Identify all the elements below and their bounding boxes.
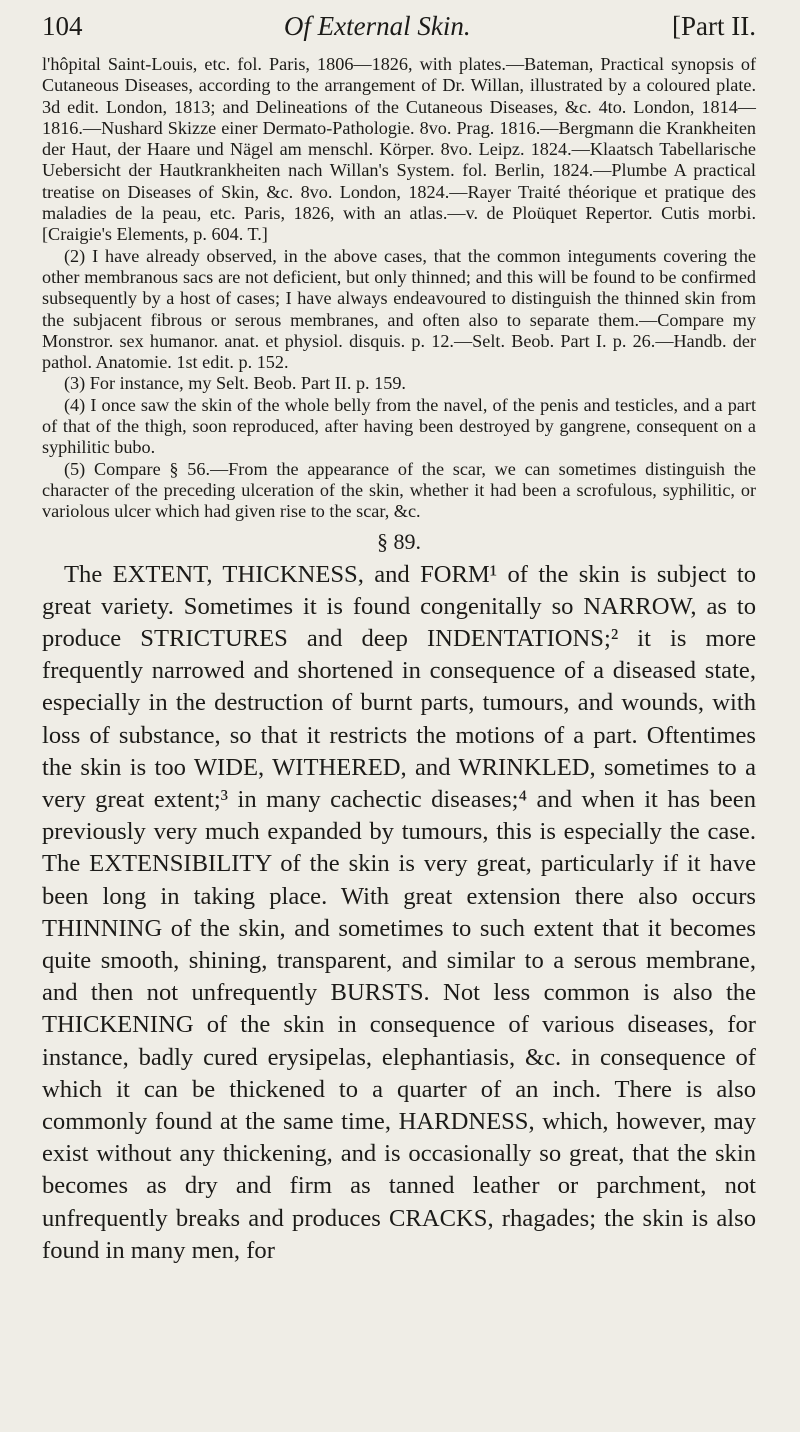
running-head [42, 0, 756, 40]
footnote-continuation: l'hôpital Saint-Louis, etc. fol. Paris, 1806—1826, with plates.—Bateman, Practical synopsis of Cutaneous Diseases, according to the arrangement of Dr. Willan, illustrated by a coloured plate. 3d edit. London, 1813; and Delineations of the Cutaneous Diseases, &c. 4to. London, 1814—1816.—Nushard Skizze einer Dermato-Pathologie. 8vo. Prag. 1816.—Bergmann die Krankheiten der Haut, der Haare und Nägel am menschl. Körper. 8vo. Leipz. 1824.—Klaatsch Tabellarische Uebersicht der Hautkrankheiten nach Willan's System. fol. Berlin, 1824.—Plumbe A practical treatise on Diseases of Skin, &c. 8vo. London, 1824.—Rayer Traité théorique et pratique des maladies de la peau, etc. Paris, 1826, with an atlas.—v. de Ploüquet Repertor. Cutis morbi. [Craigie's Elements, p. 604. T.] [42, 54, 756, 245]
footnote-4: (4) I once saw the skin of the whole belly from the navel, of the penis and testicles, and a part of that of the thigh, soon reproduced, after having been destroyed by gangrene, consequent on a syphilitic bubo. [42, 394, 756, 458]
page-number: 104 [42, 11, 83, 41]
body-paragraph: The EXTENT, THICKNESS, and FORM¹ of the skin is subject to great variety. Sometimes it is found congenitally so NARROW, as to produce STRICTURES and deep INDENTATIONS;² it is more frequently narrowed and shortened in consequence of a diseased state, especially in the destruction of burnt parts, tumours, and wounds, with loss of substance, so that it restricts the motions of a part. Oftentimes the skin is too WIDE, WITHERED, and WRINKLED, sometimes to a very great extent;³ in many cachectic diseases;⁴ and when it has been previously very much expanded by tumours, this is especially the case. The EXTENSIBILITY of the skin is very great, particularly if it have been long in taking place. With great extension there also occurs THINNING of the skin, and sometimes to such extent that it becomes quite smooth, shining, transparent, and similar to a serous membrane, and then not unfrequently BURSTS. Not less common is also the THICKENING of the skin in consequence of various diseases, for instance, badly cured erysipelas, elephantiasis, &c. in consequence of which it can be thickened to a quarter of an inch. There is also commonly found at the same time, HARDNESS, which, however, may exist without any thickening, and is occasionally so great, that the skin becomes as dry and firm as tanned leather or parchment, not unfrequently breaks and produces CRACKS, rhagades; the skin is also found in many men, for [42, 560, 756, 1264]
footnote-5: (5) Compare § 56.—From the appearance of the scar, we can sometimes distinguish the character of the preceding ulceration of the skin, whether it had been a scrofulous, syphilitic, or variolous ulcer which had given rise to the scar, &c. [42, 458, 756, 522]
body-text [42, 559, 756, 1267]
footnotes-block [42, 54, 756, 523]
section-heading: § 89. [377, 528, 421, 554]
running-title: Of External Skin. [283, 11, 471, 41]
footnote-3: (3) For instance, my Selt. Beob. Part II. p. 159. [64, 373, 406, 394]
footnote-2: (2) I have already observed, in the above cases, that the common integuments covering the other membranous sacs are not deficient, but only thinned; and this will be found to be confirmed subsequently by a host of cases; I have always endeavoured to distinguish the thinned skin from the subjacent fibrous or serous membranes, and often also to separate them.—Compare my Monstror. sex humanor. anat. et physiol. disquis. p. 12.—Selt. Beob. Part I. p. 26.—Handb. der pathol. Anatomie. 1st edit. p. 152. [42, 245, 756, 373]
part-label: [Part II. [672, 11, 756, 41]
